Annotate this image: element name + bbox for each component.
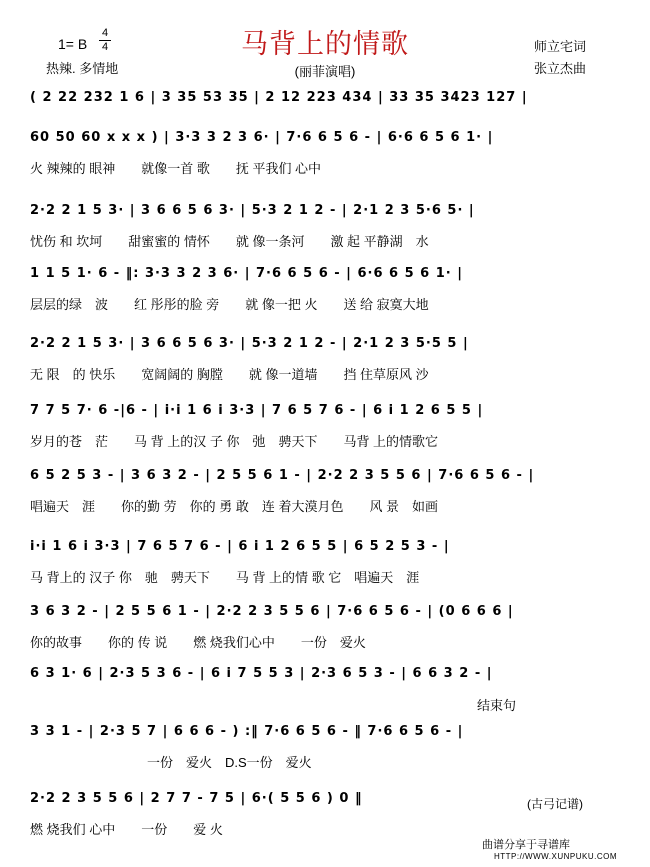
- composer-credit: 张立杰曲: [534, 61, 587, 76]
- score-row: [0, 468, 650, 514]
- score-row: [0, 266, 650, 312]
- notation-line: 2·2 2 1 5 3· | 3 6 6 5 6 3· | 5·3 2 1 2 - | 2·1 2 3 5·6 5· |: [30, 203, 475, 218]
- meter-top: 4: [101, 27, 109, 39]
- coda-label: 结束句: [477, 698, 517, 713]
- share-footer: 曲谱分享于寻谱库: [482, 839, 570, 851]
- score-row: [0, 724, 650, 770]
- score-row: [0, 336, 650, 382]
- notation-line: 2·2 2 1 5 3· | 3 6 6 5 6 3· | 5·3 2 1 2 - | 2·1 2 3 5·5 5 |: [30, 336, 469, 351]
- notation-line: 1 1 5 1· 6 - ‖: 3·3 3 2 3 6· | 7·6 6 5 6 - | 6·6 6 5 6 1· |: [30, 266, 463, 281]
- lyric-line: 燃 烧我们 心中 一份 爱 火: [30, 822, 223, 837]
- notation-line: 6 5 2 5 3 - | 3 6 3 2 - | 2 5 5 6 1 - | 2·2 2 3 5 5 6 | 7·6 6 5 6 - |: [30, 468, 535, 483]
- lyric-line: 一份 爱火 D.S一份 爱火: [30, 755, 312, 770]
- site-url: HTTP://WWW.XUNPUKU.COM: [494, 852, 617, 861]
- notation-line: 2·2 2 3 5 5 6 | 2 7 7 - 7 5 | 6·( 5 5 6 ) 0 ‖: [30, 791, 363, 806]
- notation-line: ( 2 22 232 1 6 | 3 35 53 35 | 2 12 223 434 | 33 35 3423 127 |: [30, 90, 528, 105]
- score-row: [0, 403, 650, 449]
- lyric-line: 忧伤 和 坎坷 甜蜜蜜的 情怀 就 像一条河 激 起 平静湖 水: [30, 234, 429, 249]
- lyric-line: 层层的绿 波 红 彤彤的脸 旁 就 像一把 火 送 给 寂寞大地: [30, 297, 429, 312]
- lyricist-credit: 师立宅词: [534, 39, 587, 54]
- notation-line: 3 6 3 2 - | 2 5 5 6 1 - | 2·2 2 3 5 5 6 | 7·6 6 5 6 - | (0 6 6 6 |: [30, 604, 514, 619]
- score-row: [0, 130, 650, 176]
- notation-line: i·i 1 6 i 3·3 | 7 6 5 7 6 - | 6 i 1 2 6 5 5 | 6 5 2 5 3 - |: [30, 539, 450, 554]
- tempo-expression: 热辣. 多情地: [46, 61, 119, 76]
- score-row: [0, 666, 650, 692]
- score-row: [0, 203, 650, 249]
- lyric-line: 火 辣辣的 眼神 就像一首 歌 抚 平我们 心中: [30, 161, 322, 176]
- lyric-line: 唱遍天 涯 你的勤 劳 你的 勇 敢 连 着大漠月色 风 景 如画: [30, 499, 439, 514]
- lyric-line: 无 限 的 快乐 宽阔阔的 胸膛 就 像一道墙 挡 住草原风 沙: [30, 367, 429, 382]
- song-title: 马背上的情歌: [241, 29, 409, 60]
- notation-line: 60 50 60 x x x ) | 3·3 3 2 3 6· | 7·6 6 5 6 - | 6·6 6 5 6 1· |: [30, 130, 494, 145]
- notation-line: 6 3 1· 6 | 2·3 5 3 6 - | 6 i 7 5 5 3 | 2·3 6 5 3 - | 6 6 3 2 - |: [30, 666, 493, 681]
- score-row: [0, 539, 650, 585]
- meter-bottom: 4: [101, 41, 109, 53]
- lyric-line: 岁月的苍 茫 马 背 上的汉 子 你 弛 骋天下 马背 上的情歌它: [30, 434, 439, 449]
- key-signature: 1= B: [58, 36, 88, 52]
- singer-subtitle: (丽菲演唱): [294, 64, 356, 79]
- notation-line: 7 7 5 7· 6 -|6 - | i·i 1 6 i 3·3 | 7 6 5 7 6 - | 6 i 1 2 6 5 5 |: [30, 403, 484, 418]
- lyric-line: 你的故事 你的 传 说 燃 烧我们心中 一份 爱火: [30, 635, 366, 650]
- transcriber-credit: (古弓记谱): [527, 797, 583, 811]
- score-row: [0, 604, 650, 650]
- lyric-line: 马 背上的 汉子 你 驰 骋天下 马 背 上的情 歌 它 唱遍天 涯: [30, 570, 420, 585]
- score-row: [0, 90, 650, 116]
- time-signature: [99, 28, 111, 53]
- notation-line: 3 3 1 - | 2·3 5 7 | 6 6 6 - ) :‖ 7·6 6 5 6 - ‖ 7·6 6 5 6 - |: [30, 724, 464, 739]
